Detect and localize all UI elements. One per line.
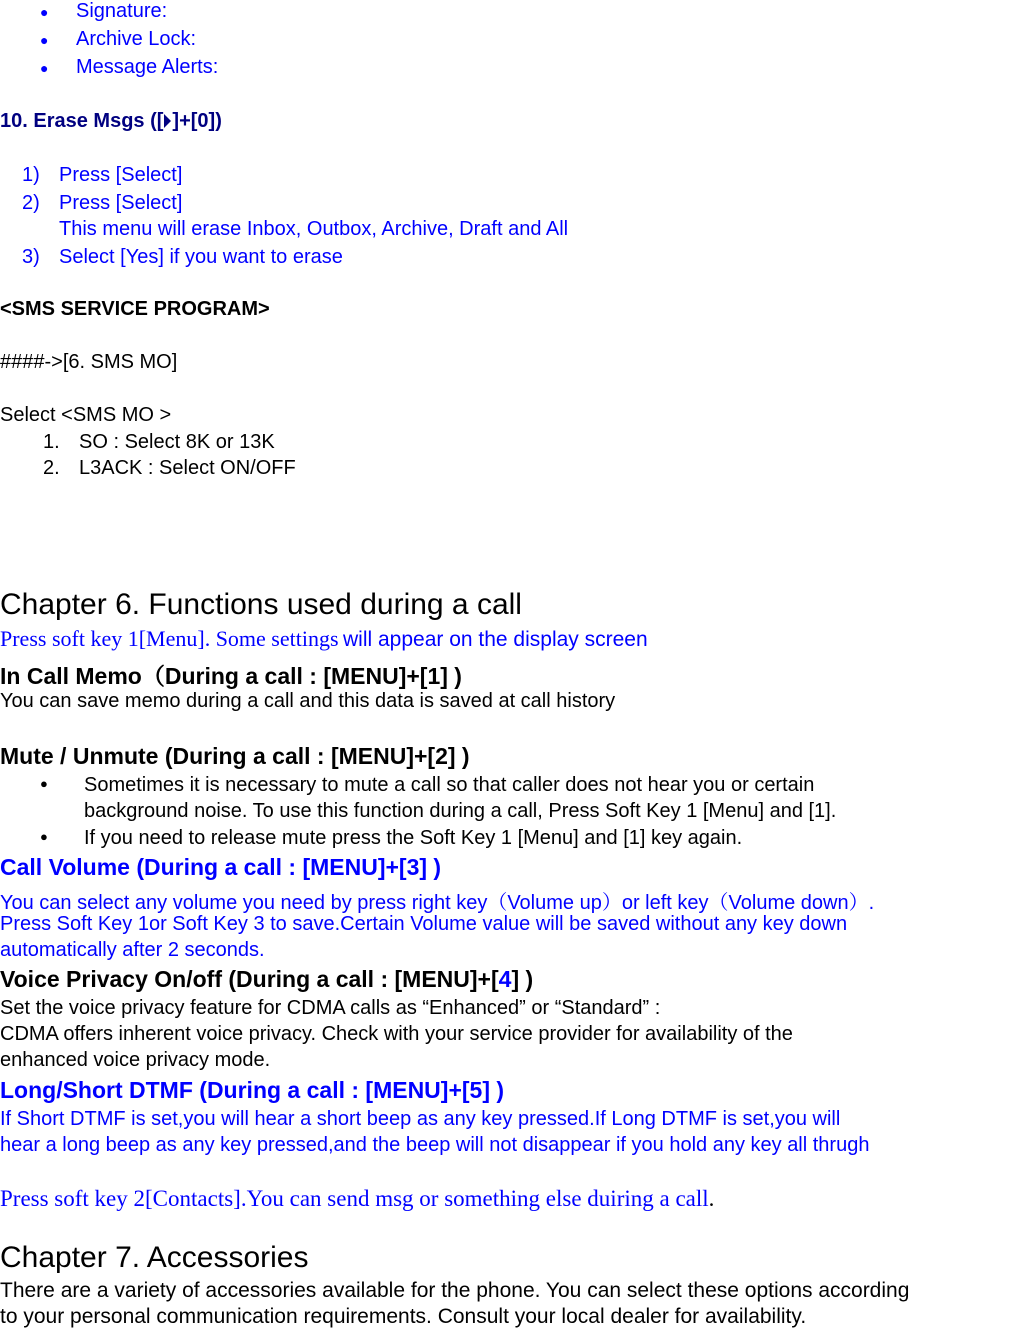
list-item: Message Alerts: xyxy=(76,56,219,78)
privacy-heading-suffix: ] ) xyxy=(511,966,534,992)
bullet-icon: ● xyxy=(40,776,48,791)
privacy-line: Set the voice privacy feature for CDMA calls as “Enhanced” or “Standard” : xyxy=(0,997,661,1019)
memo-heading: In Call Memo（During a call : [MENU]+[1] ) xyxy=(0,663,462,689)
right-arrow-icon xyxy=(164,114,171,128)
step-number: 1) xyxy=(22,164,40,186)
privacy-heading-prefix: Voice Privacy On/off (During a call : [MENU]+[ xyxy=(0,966,499,992)
dtmf-heading: Long/Short DTMF (During a call : [MENU]+[5] ) xyxy=(0,1077,505,1103)
volume-heading: Call Volume (During a call : [MENU]+[3] ) xyxy=(0,854,442,880)
chapter-7-line: to your personal communication requirements. Consult your local dealer for availability. xyxy=(0,1305,807,1328)
contacts-text: Press soft key 2[Contacts].You can send msg or something else duiring a call xyxy=(0,1186,709,1211)
volume-line: You can select any volume you need by press right key（Volume up）or left key（Volume down）. xyxy=(0,892,875,914)
erase-heading-prefix: 10. Erase Msgs ([ xyxy=(0,110,164,132)
list-item: Signature: xyxy=(76,0,168,22)
volume-line: Press Soft Key 1or Soft Key 3 to save.Certain Volume value will be saved without any key down xyxy=(0,913,848,935)
privacy-line: CDMA offers inherent voice privacy. Check with your service provider for availability of the xyxy=(0,1023,793,1045)
sms-item-text: L3ACK : Select ON/OFF xyxy=(79,457,296,479)
step-text: Press [Select] xyxy=(59,164,183,186)
contacts-note xyxy=(0,1186,714,1212)
step-number: 3) xyxy=(22,246,40,268)
mute-bullet-line: Sometimes it is necessary to mute a call so that caller does not hear you or certain xyxy=(84,774,815,796)
list-item: Archive Lock: xyxy=(76,28,197,50)
contacts-period: . xyxy=(708,1186,715,1211)
dtmf-line: hear a long beep as any key pressed,and the beep will not disappear if you hold any key all thrugh xyxy=(0,1134,870,1156)
sms-item-number: 1. xyxy=(43,431,60,453)
privacy-line: enhanced voice privacy mode. xyxy=(0,1049,271,1071)
privacy-heading-number: 4 xyxy=(498,966,512,992)
chapter-7-title: Chapter 7. Accessories xyxy=(0,1241,309,1274)
mute-heading: Mute / Unmute (During a call : [MENU]+[2] ) xyxy=(0,743,470,769)
dtmf-line: If Short DTMF is set,you will hear a short beep as any key pressed.If Long DTMF is set,you will xyxy=(0,1108,841,1130)
chapter-6-title: Chapter 6. Functions used during a call xyxy=(0,588,522,621)
bullet-icon: ● xyxy=(40,32,49,48)
mute-bullet-line: background noise. To use this function during a call, Press Soft Key 1 [Menu] and [1]. xyxy=(84,800,837,822)
step-text: Select [Yes] if you want to erase xyxy=(59,246,343,268)
privacy-heading xyxy=(0,966,533,993)
sms-path: ####->[6. SMS MO] xyxy=(0,351,178,373)
erase-heading-suffix: ]+[0]) xyxy=(172,110,222,132)
sms-item-text: SO : Select 8K or 13K xyxy=(79,431,275,453)
bullet-icon: ● xyxy=(40,4,49,20)
chapter-6-intro xyxy=(0,626,648,652)
intro-serif-text: Press soft key 1[Menu]. Some settings xyxy=(0,626,339,651)
intro-sans-text: will appear on the display screen xyxy=(342,628,648,651)
volume-line: automatically after 2 seconds. xyxy=(0,939,265,961)
memo-text: You can save memo during a call and this data is saved at call history xyxy=(0,690,616,712)
bullet-icon: ● xyxy=(40,829,48,844)
step-number: 2) xyxy=(22,192,40,214)
sms-heading: <SMS SERVICE PROGRAM> xyxy=(0,298,270,320)
mute-bullet-line: If you need to release mute press the Soft Key 1 [Menu] and [1] key again. xyxy=(84,827,743,849)
erase-heading xyxy=(0,110,222,133)
sms-item-number: 2. xyxy=(43,457,60,479)
step-text: Press [Select] xyxy=(59,192,183,214)
chapter-7-line: There are a variety of accessories available for the phone. You can select these options according xyxy=(0,1279,910,1302)
bullet-icon: ● xyxy=(40,60,49,76)
erase-note: This menu will erase Inbox, Outbox, Archive, Draft and All xyxy=(59,218,569,240)
sms-select: Select <SMS MO > xyxy=(0,404,172,426)
